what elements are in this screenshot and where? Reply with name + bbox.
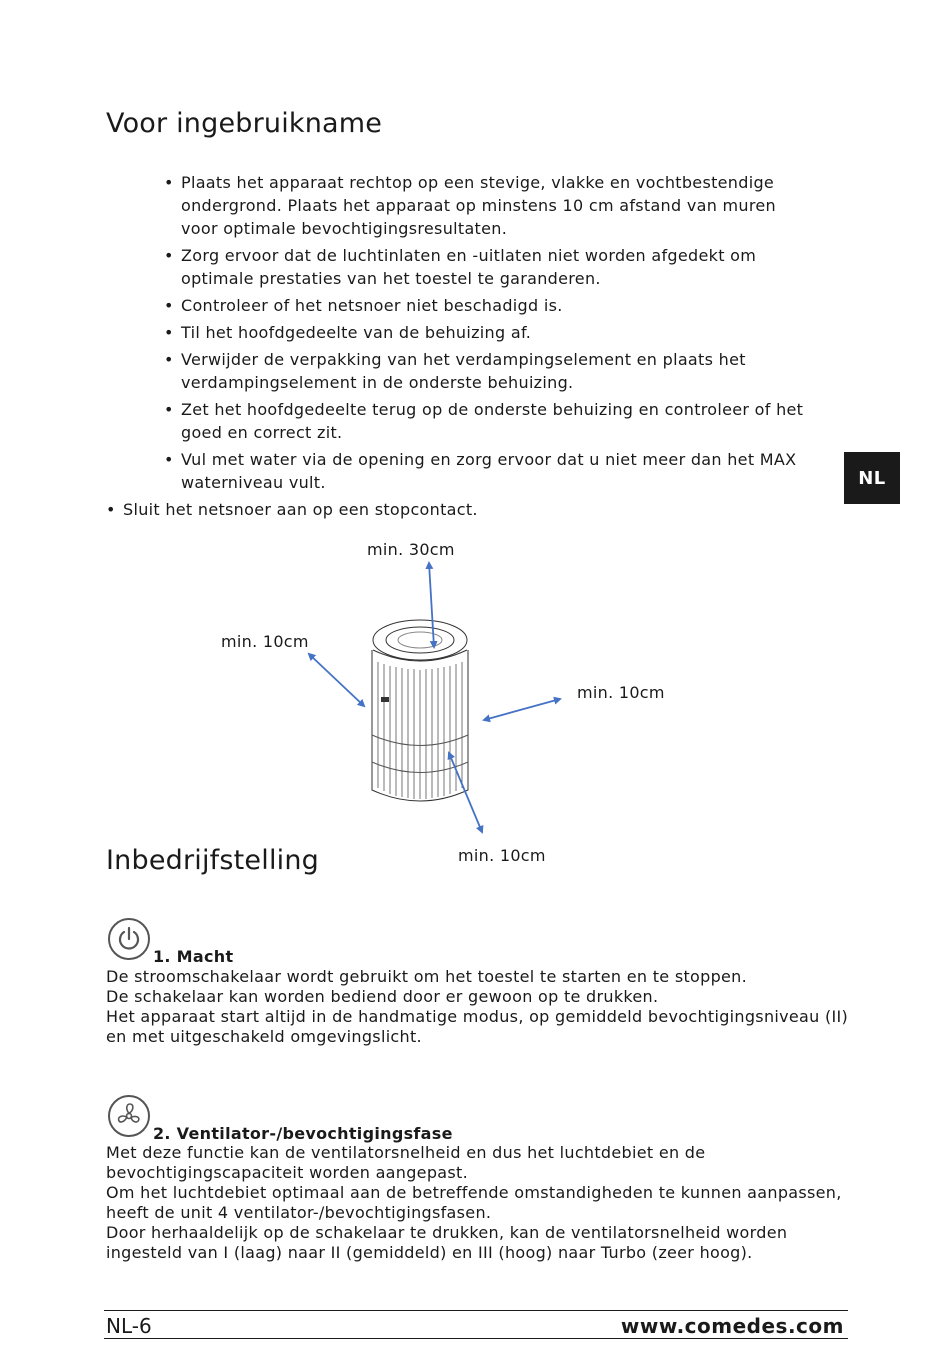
page-number: NL-6 (106, 1314, 152, 1338)
clearance-bottom-label: min. 10cm (458, 846, 546, 865)
fan-description (106, 1143, 851, 1263)
list-item: • Sluit het netsnoer aan op een stopcontact. (106, 498, 806, 521)
arrow-right (484, 699, 560, 720)
section-title-before-use: Voor ingebruikname (106, 108, 383, 139)
clearance-left-label: min. 10cm (221, 632, 309, 651)
power-section-title: 1. Macht (153, 947, 234, 966)
fan-icon (108, 1095, 150, 1137)
paragraph-line: Met deze functie kan de ventilatorsnelheid en dus het luchtdebiet en de bevochtigingscapaciteit worden aangepast. (106, 1143, 706, 1182)
paragraph-line: Om het luchtdebiet optimaal aan de betreffende omstandigheden te kunnen aanpassen, heeft de unit 4 ventilator-/bevochtigingsfasen. (106, 1183, 842, 1222)
list-item: • Zet het hoofdgedeelte terug op de onderste behuizing en controleer of het goed en correct zit. (164, 398, 804, 444)
clearance-right-label: min. 10cm (577, 683, 665, 702)
list-item: • Plaats het apparaat rechtop op een stevige, vlakke en vochtbestendige ondergrond. Plaats het apparaat op minstens 10 cm afstand van muren voor optimale bevochtigingsresultaten. (164, 171, 804, 240)
power-description (106, 967, 851, 1047)
list-item: • Controleer of het netsnoer niet beschadigd is. (164, 294, 804, 317)
humidifier-illustration (372, 620, 468, 801)
footer-website-link[interactable]: www.comedes.com (620, 1314, 844, 1338)
clearance-top-label: min. 30cm (367, 540, 455, 559)
section-title-operation: Inbedrijfstelling (106, 845, 319, 876)
footer-bottom-rule (104, 1338, 848, 1339)
paragraph-line: Het apparaat start altijd in de handmatige modus, op gemiddeld bevochtigingsniveau (II) en met uitgeschakeld omgevingslicht. (106, 1007, 849, 1046)
footer-top-rule (104, 1310, 848, 1311)
list-item: • Til het hoofdgedeelte van de behuizing af. (164, 321, 804, 344)
paragraph-line: Door herhaaldelijk op de schakelaar te drukken, kan de ventilatorsnelheid worden ingesteld van I (laag) naar II (gemiddeld) en III (hoog) naar Turbo (zeer hoog). (106, 1223, 788, 1262)
power-icon (108, 918, 150, 960)
list-item: • Vul met water via de opening en zorg ervoor dat u niet meer dan het MAX waterniveau vult. (164, 448, 804, 494)
arrow-left (309, 654, 364, 706)
list-item: • Verwijder de verpakking van het verdampingselement en plaats het verdampingselement in de onderste behuizing. (164, 348, 804, 394)
paragraph-line: De schakelaar kan worden bediend door er gewoon op te drukken. (106, 987, 659, 1006)
language-tab: NL (844, 452, 900, 504)
fan-section-title: 2. Ventilator-/bevochtigingsfase (153, 1124, 453, 1143)
paragraph-line: De stroomschakelaar wordt gebruikt om het toestel te starten en te stoppen. (106, 967, 748, 986)
list-item: • Zorg ervoor dat de luchtinlaten en -uitlaten niet worden afgedekt om optimale prestaties van het toestel te garanderen. (164, 244, 804, 290)
